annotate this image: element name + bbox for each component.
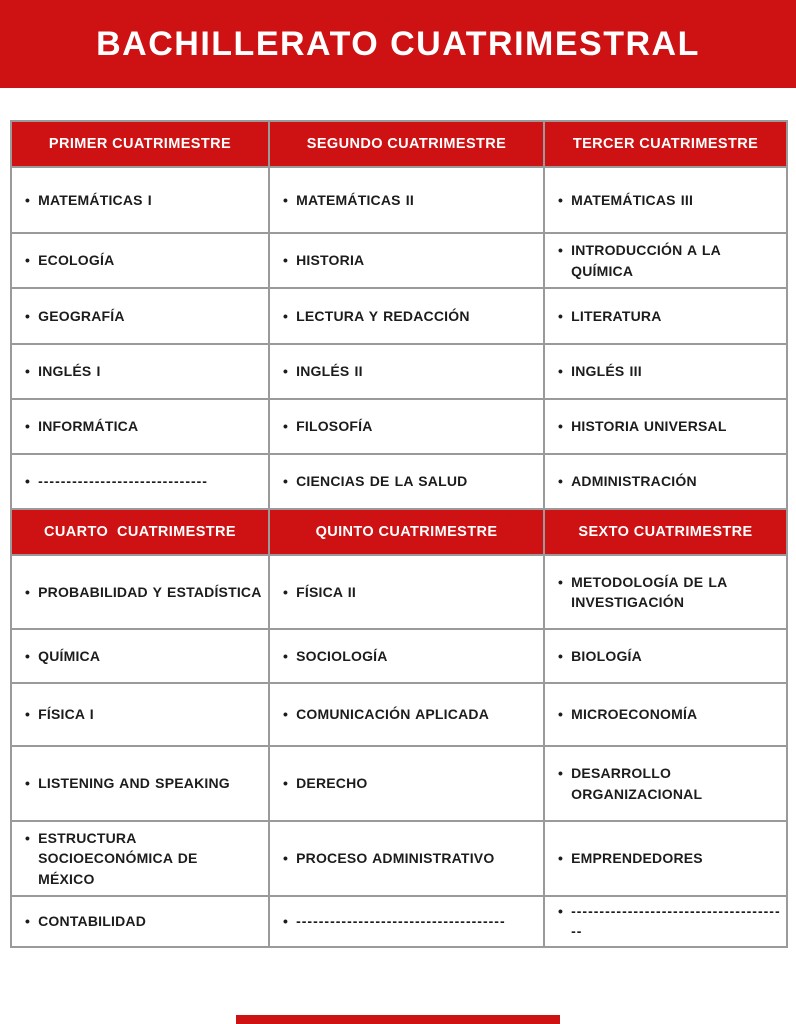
bullet-icon: • <box>558 706 564 723</box>
course-cell <box>269 555 544 629</box>
section-first-to-third <box>11 121 787 509</box>
course-label: INGLÉS III <box>571 363 642 380</box>
table-row <box>11 399 787 454</box>
bullet-icon: • <box>283 850 289 867</box>
semester-header-tercer: TERCER CUATRIMESTRE <box>544 121 787 167</box>
course-label: PROCESO ADMINISTRATIVO <box>296 850 495 867</box>
course-cell <box>11 629 269 683</box>
course-label: GEOGRAFÍA <box>38 307 125 324</box>
course-cell <box>269 746 544 821</box>
course-cell <box>11 344 269 399</box>
course-cell <box>11 555 269 629</box>
bullet-icon: • <box>558 473 564 490</box>
bullet-icon: • <box>283 418 289 435</box>
course-label: MATEMÁTICAS II <box>296 191 414 208</box>
table-row <box>11 454 787 509</box>
course-cell <box>11 746 269 821</box>
bullet-icon: • <box>558 573 564 590</box>
bullet-icon: • <box>25 775 31 792</box>
bullet-icon: • <box>283 307 289 324</box>
course-label: FÍSICA I <box>38 706 94 723</box>
bullet-icon: • <box>25 706 31 723</box>
course-label: ECOLOGÍA <box>38 252 115 269</box>
semester-header-row <box>11 509 787 555</box>
course-cell <box>544 344 787 399</box>
course-cell <box>544 288 787 344</box>
bullet-icon: • <box>558 647 564 664</box>
course-cell <box>544 399 787 454</box>
bullet-icon: • <box>25 913 31 930</box>
semester-header-quinto: QUINTO CUATRIMESTRE <box>269 509 544 555</box>
course-cell <box>269 629 544 683</box>
course-label: LITERATURA <box>571 307 662 324</box>
title-banner <box>0 0 796 88</box>
course-label: INGLÉS II <box>296 363 363 380</box>
section-fourth-to-sixth <box>11 509 787 947</box>
course-label: INFORMÁTICA <box>38 418 139 435</box>
bullet-icon: • <box>25 363 31 380</box>
course-label: METODOLOGÍA DE LA INVESTIGACIÓN <box>571 573 727 610</box>
course-cell <box>11 288 269 344</box>
bullet-icon: • <box>558 765 564 782</box>
bullet-icon: • <box>25 830 31 847</box>
table-row <box>11 233 787 288</box>
course-label: FILOSOFÍA <box>296 418 373 435</box>
semester-header-primer: PRIMER CUATRIMESTRE <box>11 121 269 167</box>
course-cell <box>11 399 269 454</box>
course-cell <box>269 821 544 896</box>
bullet-icon: • <box>558 850 564 867</box>
course-cell <box>544 746 787 821</box>
course-cell <box>544 629 787 683</box>
course-label: HISTORIA <box>296 252 365 269</box>
course-label: LECTURA Y REDACCIÓN <box>296 307 470 324</box>
bullet-icon: • <box>283 775 289 792</box>
page-title: BACHILLERATO CUATRIMESTRAL <box>96 24 700 63</box>
course-label: LISTENING AND SPEAKING <box>38 775 230 792</box>
course-cell <box>269 233 544 288</box>
course-label: HISTORIA UNIVERSAL <box>571 418 727 435</box>
table-row <box>11 683 787 746</box>
bullet-icon: • <box>558 307 564 324</box>
course-label: BIOLOGÍA <box>571 647 642 664</box>
bullet-icon: • <box>283 363 289 380</box>
bullet-icon: • <box>558 903 564 919</box>
course-cell <box>269 454 544 509</box>
course-cell <box>269 344 544 399</box>
course-cell <box>11 821 269 896</box>
course-cell <box>11 896 269 947</box>
bullet-icon: • <box>558 418 564 435</box>
table-row <box>11 344 787 399</box>
course-label: MATEMÁTICAS I <box>38 191 152 208</box>
course-cell <box>544 233 787 288</box>
course-label: QUÍMICA <box>38 647 101 664</box>
course-label: CONTABILIDAD <box>38 913 147 930</box>
course-cell <box>11 167 269 233</box>
course-label: COMUNICACIÓN APLICADA <box>296 706 490 723</box>
course-label: CIENCIAS DE LA SALUD <box>296 473 468 490</box>
footer-accent-bar <box>236 1015 560 1024</box>
semester-header-sexto: SEXTO CUATRIMESTRE <box>544 509 787 555</box>
bullet-icon: • <box>25 191 31 208</box>
course-cell <box>269 683 544 746</box>
table-row <box>11 629 787 683</box>
placeholder-dashes: ------------------------------------- <box>296 913 506 930</box>
bullet-icon: • <box>25 252 31 269</box>
course-cell-placeholder <box>11 454 269 509</box>
course-label: INGLÉS I <box>38 363 101 380</box>
semester-header-segundo: SEGUNDO CUATRIMESTRE <box>269 121 544 167</box>
curriculum-table-container <box>10 120 788 948</box>
course-cell <box>544 821 787 896</box>
bullet-icon: • <box>558 191 564 208</box>
course-cell <box>544 454 787 509</box>
table-row <box>11 896 787 947</box>
bullet-icon: • <box>283 913 289 930</box>
table-row <box>11 555 787 629</box>
course-cell <box>544 167 787 233</box>
course-cell <box>269 167 544 233</box>
bullet-icon: • <box>25 473 31 490</box>
course-cell <box>544 683 787 746</box>
course-label: DERECHO <box>296 775 368 792</box>
course-cell <box>544 555 787 629</box>
course-cell <box>269 288 544 344</box>
table-row <box>11 746 787 821</box>
placeholder-dashes: ------------------------------ <box>38 473 208 490</box>
bullet-icon: • <box>25 583 31 600</box>
table-row <box>11 288 787 344</box>
table-row <box>11 821 787 896</box>
placeholder-dashes: --------------------------------------- <box>571 903 781 940</box>
bullet-icon: • <box>558 242 564 259</box>
bullet-icon: • <box>25 647 31 664</box>
bullet-icon: • <box>283 473 289 490</box>
course-label: ADMINISTRACIÓN <box>571 473 697 490</box>
bullet-icon: • <box>283 647 289 664</box>
table-row <box>11 167 787 233</box>
course-cell <box>269 399 544 454</box>
course-label: EMPRENDEDORES <box>571 850 703 867</box>
bullet-icon: • <box>283 706 289 723</box>
course-label: MICROECONOMÍA <box>571 706 698 723</box>
course-cell <box>11 683 269 746</box>
course-label: DESARROLLO ORGANIZACIONAL <box>571 765 703 802</box>
bullet-icon: • <box>25 418 31 435</box>
course-label: SOCIOLOGÍA <box>296 647 388 664</box>
bullet-icon: • <box>558 363 564 380</box>
semester-header-cuarto: CUARTO CUATRIMESTRE <box>11 509 269 555</box>
course-label: PROBABILIDAD Y ESTADÍSTICA <box>38 583 262 600</box>
course-cell-placeholder <box>544 896 787 947</box>
course-cell <box>11 233 269 288</box>
course-label: ESTRUCTURA SOCIOECONÓMICA DE MÉXICO <box>38 830 198 887</box>
bullet-icon: • <box>25 307 31 324</box>
bullet-icon: • <box>283 252 289 269</box>
course-cell-placeholder <box>269 896 544 947</box>
bullet-icon: • <box>283 583 289 600</box>
course-label: MATEMÁTICAS III <box>571 191 694 208</box>
course-label: INTRODUCCIÓN A LA QUÍMICA <box>571 242 721 279</box>
semester-header-row <box>11 121 787 167</box>
bullet-icon: • <box>283 191 289 208</box>
curriculum-table <box>10 120 788 948</box>
course-label: FÍSICA II <box>296 583 356 600</box>
